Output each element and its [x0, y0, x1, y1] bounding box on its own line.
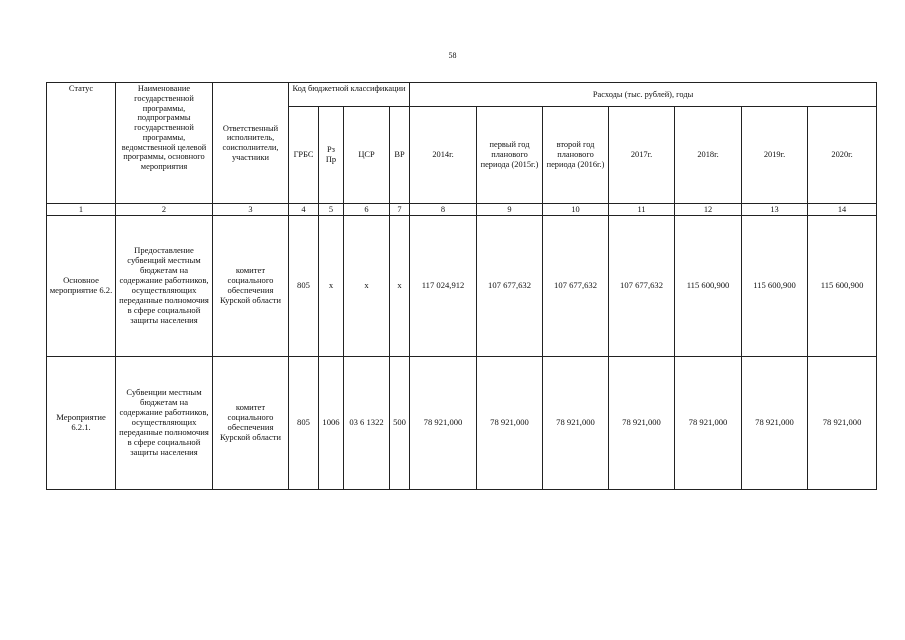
row-vr: 500 [390, 357, 410, 490]
column-number: 7 [390, 204, 410, 216]
row-value-2017: 78 921,000 [609, 357, 675, 490]
column-number-row [47, 204, 877, 216]
header-year-2015: первый год планового периода (2015г.) [477, 107, 543, 204]
header-rzpr: Рз Пр [319, 107, 344, 204]
row-executor: комитет социального обеспечения Курской области [213, 357, 289, 490]
page-number: 58 [448, 51, 457, 60]
row-grbs: 805 [289, 357, 319, 490]
column-number: 9 [477, 204, 543, 216]
header-status: Статус [47, 83, 116, 204]
column-number: 13 [742, 204, 808, 216]
row-rzpr: х [319, 216, 344, 357]
row-value-2020: 78 921,000 [808, 357, 877, 490]
budget-expenses-table [46, 82, 877, 490]
column-number: 14 [808, 204, 877, 216]
header-year-2020: 2020г. [808, 107, 877, 204]
table-row [47, 357, 877, 490]
header-year-2019: 2019г. [742, 107, 808, 204]
row-vr: х [390, 216, 410, 357]
row-name: Субвенции местным бюджетам на содержание работников, осуществляющих переданные полномочия в сфере социальной защиты населения [116, 357, 213, 490]
header-expenses: Расходы (тыс. рублей), годы [410, 83, 877, 107]
column-number: 10 [543, 204, 609, 216]
header-grbs: ГРБС [289, 107, 319, 204]
row-value-2019: 115 600,900 [742, 216, 808, 357]
row-csr: х [344, 216, 390, 357]
header-year-2016: второй год планового периода (2016г.) [543, 107, 609, 204]
row-name: Предоставление субвенций местным бюджетам на содержание работников, осуществляющих переданные полномочия в сфере социальной защиты населения [116, 216, 213, 357]
row-value-2017: 107 677,632 [609, 216, 675, 357]
column-number: 11 [609, 204, 675, 216]
header-year-2018: 2018г. [675, 107, 742, 204]
header-budget-code: Код бюджетной классификации [289, 83, 410, 107]
row-grbs: 805 [289, 216, 319, 357]
row-value-2015: 78 921,000 [477, 357, 543, 490]
column-number: 1 [47, 204, 116, 216]
header-csr: ЦСР [344, 107, 390, 204]
column-number: 8 [410, 204, 477, 216]
row-value-2018: 115 600,900 [675, 216, 742, 357]
column-number: 12 [675, 204, 742, 216]
header-year-2017: 2017г. [609, 107, 675, 204]
table-row [47, 216, 877, 357]
column-number: 3 [213, 204, 289, 216]
row-value-2015: 107 677,632 [477, 216, 543, 357]
column-number: 2 [116, 204, 213, 216]
header-executor: Ответственный исполнитель, соисполнители, участники [213, 83, 289, 204]
header-vr: ВР [390, 107, 410, 204]
column-number: 6 [344, 204, 390, 216]
row-value-2016: 78 921,000 [543, 357, 609, 490]
header-name: Наименование государственной программы, подпрограммы государственной программы, ведомственной целевой программы, основного мероприятия [116, 83, 213, 204]
header-year-2014: 2014г. [410, 107, 477, 204]
row-rzpr: 1006 [319, 357, 344, 490]
row-value-2020: 115 600,900 [808, 216, 877, 357]
row-value-2016: 107 677,632 [543, 216, 609, 357]
column-number: 5 [319, 204, 344, 216]
header-row-top [47, 83, 877, 107]
row-status: Мероприятие 6.2.1. [47, 357, 116, 490]
row-status: Основное мероприятие 6.2. [47, 216, 116, 357]
row-value-2018: 78 921,000 [675, 357, 742, 490]
column-number: 4 [289, 204, 319, 216]
row-csr: 03 6 1322 [344, 357, 390, 490]
row-executor: комитет социального обеспечения Курской области [213, 216, 289, 357]
row-value-2019: 78 921,000 [742, 357, 808, 490]
row-value-2014: 117 024,912 [410, 216, 477, 357]
row-value-2014: 78 921,000 [410, 357, 477, 490]
